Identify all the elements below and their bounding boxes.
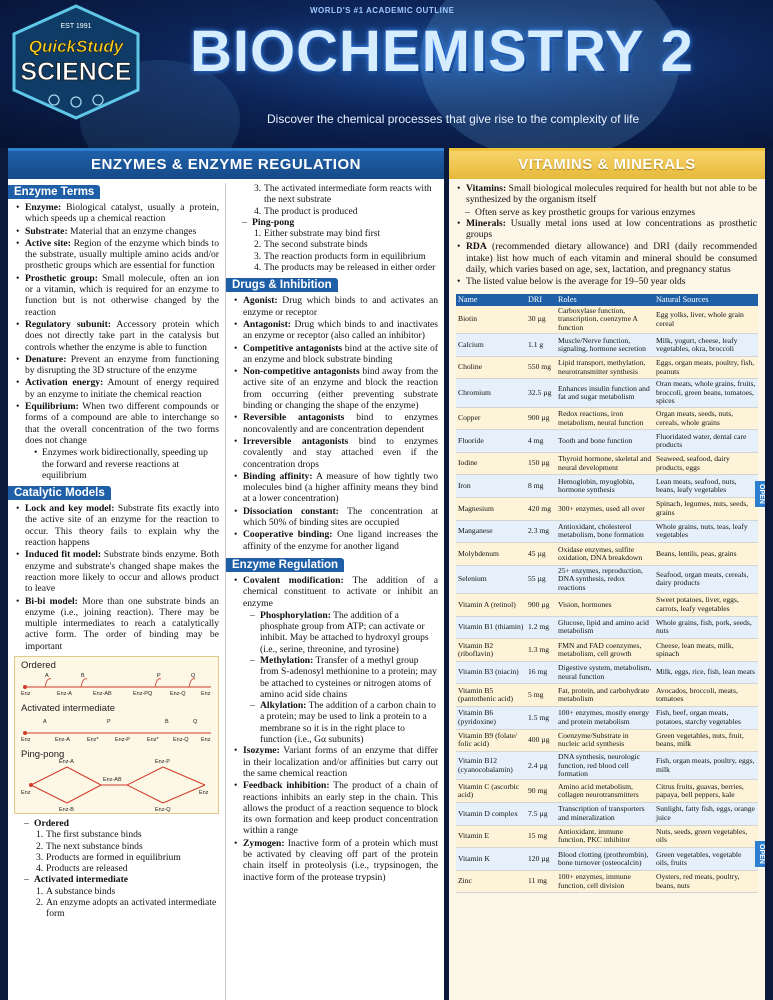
list-item: • Dissociation constant: The concentration at which 50% of binding sites are occupied: [234, 506, 438, 529]
svg-text:Enz: Enz: [21, 789, 31, 796]
pathway-steps-list: [16, 818, 219, 920]
list-item: • Enzyme: Biological catalyst, usually a protein, which speeds up a chemical reaction: [16, 202, 219, 225]
table-row: [456, 780, 758, 803]
list-item: • Non-competitive antagonists bind away from the active site of an enzyme and block the reaction from occurring (either preventing substrate binding or changing the shape of the enzyme): [234, 366, 438, 411]
list-item: • Lock and key model: Substrate fits exactly into the active site of an enzyme for the reaction to occur. This theory fails to explain why the reaction happens: [16, 503, 219, 548]
table-cell: 100+ enzymes, immune function, cell division: [556, 870, 654, 893]
table-row: [456, 825, 758, 848]
diagram-label-activated: Activated intermediate: [21, 702, 115, 714]
drugs-heading: Drugs & Inhibition: [226, 278, 338, 292]
table-row: [456, 452, 758, 475]
table-cell: Antioxidant, cholesterol metabolism, bone formation: [556, 520, 654, 543]
table-row: [456, 594, 758, 617]
table-cell: Transcription of transporters and mineralization: [556, 803, 654, 826]
badge-word: SCIENCE: [20, 58, 132, 86]
list-item: – Phosphorylation: The addition of a phosphate group from ATP; can activate or inhibit. May be attached to hydroxyl groups (i.e., serine, threonine, and tyrosine): [234, 610, 438, 655]
column-header: Name: [456, 294, 526, 306]
table-cell: Iron: [456, 475, 526, 498]
table-header-row: [456, 294, 758, 306]
column-header: Roles: [556, 294, 654, 306]
table-cell: Green vegetables, vegetable oils, fruits: [654, 848, 758, 871]
list-item: • Bi-bi model: More than one substrate binds an enzyme (i.e., joining reaction). There may be multiple intermediates to reach a catalytically active form. The order of binding may be important: [16, 596, 219, 652]
table-row: [456, 684, 758, 707]
bi-bi-diagram: [14, 656, 219, 814]
table-cell: Thyroid hormone, skeletal and neural development: [556, 452, 654, 475]
table-cell: Vitamin C (ascorbic acid): [456, 780, 526, 803]
table-row: [456, 661, 758, 684]
table-cell: Oxidase enzymes, sulfite oxidation, DNA breakdown: [556, 543, 654, 566]
table-cell: 1.5 mg: [526, 707, 556, 730]
list-item: • Substrate: Material that an enzyme changes: [16, 226, 219, 237]
left-column: [8, 183, 226, 1000]
table-cell: Vitamin B9 (folate/ folic acid): [456, 729, 526, 752]
list-item: • Isozyme: Variant forms of an enzyme that differ in their localization and/or affinities but carry out the same chemical reaction: [234, 745, 438, 779]
table-cell: Zinc: [456, 870, 526, 893]
svg-text:Enz*: Enz*: [87, 736, 99, 743]
regulation-list: [234, 575, 438, 883]
table-cell: Carboxylase function, transcription, coenzyme A function: [556, 306, 654, 334]
svg-text:Enz: Enz: [21, 690, 31, 697]
table-cell: Vitamin K: [456, 848, 526, 871]
table-row: [456, 616, 758, 639]
table-cell: 8 mg: [526, 475, 556, 498]
enzyme-terms-heading: Enzyme Terms: [8, 185, 100, 199]
table-cell: Antioxidant, immune function, PKC inhibitor: [556, 825, 654, 848]
vitamins-table: [456, 294, 758, 894]
table-cell: 300+ enzymes, used all over: [556, 498, 654, 521]
svg-text:Enz: Enz: [201, 736, 211, 743]
table-cell: 11 mg: [526, 870, 556, 893]
table-cell: 1.3 mg: [526, 639, 556, 662]
table-cell: Citrus fruits, guavas, berries, papaya, bell peppers, kale: [654, 780, 758, 803]
table-cell: Vision, hormones: [556, 594, 654, 617]
list-item: • RDA (recommended dietary allowance) and DRI (daily recommended intake) list how much of each vitamin and mineral should be consumed daily, which varies based on age, sex, lactation, and pregnancy status: [457, 241, 757, 275]
list-item: • Competitive antagonists bind at the active site of an enzyme and block substrate binding: [234, 343, 438, 366]
catalytic-models-heading: Catalytic Models: [8, 486, 111, 500]
svg-text:Enz: Enz: [201, 690, 211, 697]
table-cell: Blood clotting (prothrombin), bone turnover (osteocalcin): [556, 848, 654, 871]
svg-text:Q: Q: [193, 718, 198, 725]
table-cell: 5 mg: [526, 684, 556, 707]
right-column: [226, 183, 444, 1000]
table-cell: 55 µg: [526, 565, 556, 593]
table-cell: Egg yolks, liver, whole grain cereal: [654, 306, 758, 334]
table-cell: Vitamin B5 (pantothenic acid): [456, 684, 526, 707]
table-row: [456, 707, 758, 730]
list-item: 2. The second substrate binds: [234, 239, 438, 250]
list-item: • Binding affinity: A measure of how tightly two molecules bind (a higher affinity means they bind at a lower concentration): [234, 471, 438, 505]
table-cell: Whole grains, nuts, teas, leafy vegetables: [654, 520, 758, 543]
list-item: • Reversible antagonists bind to enzymes noncovalently and are concentration dependent: [234, 412, 438, 435]
svg-text:Enz-Q: Enz-Q: [155, 806, 171, 813]
table-cell: Choline: [456, 356, 526, 379]
column-header: DRI: [526, 294, 556, 306]
quickstudy-badge: [6, 4, 146, 120]
table-cell: 1.1 g: [526, 334, 556, 357]
svg-text:Enz*: Enz*: [147, 736, 159, 743]
column-header: Natural Sources: [654, 294, 758, 306]
list-item: • Agonist: Drug which binds to and activates an enzyme or receptor: [234, 295, 438, 318]
header-banner: [0, 0, 773, 148]
svg-text:Enz-Q: Enz-Q: [173, 736, 189, 743]
svg-text:Enz-AB: Enz-AB: [103, 776, 122, 783]
subtitle: Discover the chemical processes that give rise to the complexity of life: [267, 112, 640, 126]
table-cell: Spinach, legumes, nuts, seeds, grains: [654, 498, 758, 521]
table-cell: Glucose, lipid and amino acid metabolism: [556, 616, 654, 639]
table-row: [456, 870, 758, 893]
table-cell: Fluoride: [456, 430, 526, 453]
svg-text:Enz-P: Enz-P: [155, 758, 170, 765]
open-tab[interactable]: OPEN: [755, 841, 765, 867]
list-item: 4. The products may be released in either order: [234, 262, 438, 273]
table-cell: Cheese, lean meats, milk, spinach: [654, 639, 758, 662]
table-cell: 150 µg: [526, 452, 556, 475]
table-cell: 7.5 µg: [526, 803, 556, 826]
list-item: • Denature: Prevent an enzyme from functioning by disrupting the 3D structure of the enzyme: [16, 354, 219, 377]
table-cell: Whole grains, fish, pork, seeds, nuts: [654, 616, 758, 639]
table-row: [456, 430, 758, 453]
table-row: [456, 848, 758, 871]
svg-text:B: B: [165, 718, 169, 725]
table-cell: Vitamin B6 (pyridoxine): [456, 707, 526, 730]
badge-brand: QuickStudy: [28, 37, 124, 56]
table-row: [456, 565, 758, 593]
svg-text:Enz-B: Enz-B: [59, 806, 74, 813]
list-item: – Alkylation: The addition of a carbon chain to a protein; may be used to link a protein to a membrane so it is in the right place to function (i.e., Gα subunits): [234, 700, 438, 745]
table-body: [456, 306, 758, 893]
svg-text:Enz: Enz: [21, 736, 31, 743]
list-item: 1. The first substance binds: [16, 829, 219, 840]
drugs-list: [234, 295, 438, 552]
table-row: [456, 379, 758, 407]
table-row: [456, 752, 758, 780]
table-cell: Calcium: [456, 334, 526, 357]
list-item: • Irreversible antagonists bind to enzymes covalently and stay attached even if the concentration drops: [234, 436, 438, 470]
table-cell: Eggs, organ meats, poultry, fish, peanuts: [654, 356, 758, 379]
table-cell: Milk, eggs, rice, fish, lean meats: [654, 661, 758, 684]
pingpong-labels: [21, 759, 209, 813]
list-item: 2. The next substance binds: [16, 841, 219, 852]
table-cell: Magnesium: [456, 498, 526, 521]
table-cell: 4 mg: [526, 430, 556, 453]
ordered-pathway: [21, 673, 211, 697]
list-item: • Covalent modification: The addition of a chemical constituent to activate or inhibit an enzyme: [234, 575, 438, 609]
table-row: [456, 639, 758, 662]
table-cell: Green vegetables, nuts, fruit, beans, milk: [654, 729, 758, 752]
list-item: 1. A substance binds: [16, 886, 219, 897]
catalytic-models-list: [16, 503, 219, 652]
table-row: [456, 543, 758, 566]
diagram-label-ordered: Ordered: [21, 659, 56, 671]
list-item: • Regulatory subunit: Accessory protein which does not directly take part in the catalysis but controls whether the enzyme is able to function: [16, 319, 219, 353]
enzymes-heading: ENZYMES & ENZYME REGULATION: [8, 151, 444, 179]
table-cell: Vitamin E: [456, 825, 526, 848]
list-item: • Enzymes work bidirectionally, speeding up the forward and reverse reactions at equilibrium: [16, 447, 219, 481]
table-cell: Chromium: [456, 379, 526, 407]
table-cell: 30 µg: [526, 306, 556, 334]
svg-text:Enz-A: Enz-A: [55, 736, 70, 743]
list-item: 3. The reaction products form in equilibrium: [234, 251, 438, 262]
list-item: – Often serve as key prosthetic groups for various enzymes: [457, 207, 757, 218]
regulation-heading: Enzyme Regulation: [226, 558, 344, 572]
table-row: [456, 729, 758, 752]
table-cell: Seafood, organ meats, cereals, dairy products: [654, 565, 758, 593]
table-cell: 45 µg: [526, 543, 556, 566]
list-item: 2. An enzyme adopts an activated intermediate form: [16, 897, 219, 920]
table-cell: Tooth and bone function: [556, 430, 654, 453]
svg-text:Q: Q: [191, 672, 196, 679]
table-row: [456, 520, 758, 543]
table-cell: Amino acid metabolism, collagen neurotransmitters: [556, 780, 654, 803]
table-cell: Iodine: [456, 452, 526, 475]
table-cell: 900 µg: [526, 594, 556, 617]
pingpong-pathway: [31, 767, 205, 803]
table-row: [456, 475, 758, 498]
svg-text:Enz: Enz: [199, 789, 209, 796]
diagram-svg: [15, 657, 221, 815]
table-row: [456, 803, 758, 826]
table-cell: Beans, lentils, peas, grains: [654, 543, 758, 566]
activated-pathway: [21, 719, 211, 743]
table-cell: 420 mg: [526, 498, 556, 521]
list-item: • Antagonist: Drug which binds to and inactivates an enzyme or receptor (also called an inhibitor): [234, 319, 438, 342]
table-cell: Muscle/Nerve function, signaling, hormone secretion: [556, 334, 654, 357]
table-cell: Vitamin B1 (thiamin): [456, 616, 526, 639]
table-cell: DNA synthesis, neurologic function, red blood cell formation: [556, 752, 654, 780]
badge-est: EST 1991: [60, 23, 92, 30]
list-item: 3. Products are formed in equilibrium: [16, 852, 219, 863]
table-cell: 16 mg: [526, 661, 556, 684]
vitamins-intro: [449, 179, 765, 288]
table-cell: Lean meats, seafood, nuts, beans, leafy vegetables: [654, 475, 758, 498]
table-cell: Oran meats, whole grains, fruits, broccoli, green beans, tomatoes, spices: [654, 379, 758, 407]
table-cell: 550 mg: [526, 356, 556, 379]
table-cell: Digestive system, metabolism, neural function: [556, 661, 654, 684]
table-cell: 120 µg: [526, 848, 556, 871]
list-item: • Active site: Region of the enzyme which binds to the substrate, usually multiple amino acids and/or prosthetic groups which are essential for function: [16, 238, 219, 272]
table-row: [456, 407, 758, 430]
table-cell: Vitamin B3 (niacin): [456, 661, 526, 684]
list-item: 3. The activated intermediate form reacts with the next substrate: [234, 183, 438, 206]
table-row: [456, 334, 758, 357]
enzyme-terms-list: [16, 202, 219, 481]
table-cell: 900 µg: [526, 407, 556, 430]
table-cell: Milk, yogurt, cheese, leafy vegetables, okra, broccoli: [654, 334, 758, 357]
table-cell: Sweet potatoes, liver, eggs, carrots, leafy vegetables: [654, 594, 758, 617]
list-item: • Induced fit model: Substrate binds enzyme. Both enzyme and substrate's changed shape makes the reaction more likely to occur and allows product to leave: [16, 549, 219, 594]
table-cell: Vitamin B2 (riboflavin): [456, 639, 526, 662]
table-cell: 1.2 mg: [526, 616, 556, 639]
list-item: • The listed value below is the average for 19–50 year olds: [457, 276, 757, 287]
table-cell: Seaweed, seafood, dairy products, eggs: [654, 452, 758, 475]
table-cell: Sunlight, fatty fish, eggs, orange juice: [654, 803, 758, 826]
table-cell: Manganese: [456, 520, 526, 543]
svg-text:A: A: [45, 672, 49, 679]
list-item: – Activated intermediate: [16, 874, 219, 885]
svg-text:Enz-PQ: Enz-PQ: [133, 690, 153, 697]
list-item: • Prosthetic group: Small molecule, often an ion or a vitamin, which is required for an enzyme to function but is not otherwise changed by the reaction: [16, 273, 219, 318]
table-cell: Redox reactions, iron metabolism, neural function: [556, 407, 654, 430]
svg-text:A: A: [43, 718, 47, 725]
vitamins-heading: VITAMINS & MINERALS: [449, 151, 765, 179]
table-cell: Oysters, red meats, poultry, beans, nuts: [654, 870, 758, 893]
list-item: – Methylation: Transfer of a methyl group from S-adenosyl methionine to a protein; may be attached to cysteines or nitrogen atoms of amino acid side chains: [234, 655, 438, 700]
list-item: • Cooperative binding: One ligand increases the affinity of the enzyme for another ligand: [234, 529, 438, 552]
open-tab[interactable]: OPEN: [755, 481, 765, 507]
table-cell: Nuts, seeds, green vegetables, oils: [654, 825, 758, 848]
svg-text:B: B: [81, 672, 85, 679]
table-cell: Coenzyme/Substrate in nucleic acid synthesis: [556, 729, 654, 752]
list-item: • Minerals: Usually metal ions used at low concentrations as prosthetic groups: [457, 218, 757, 241]
pathway-steps-continued: [234, 183, 438, 273]
table-cell: Vitamin D complex: [456, 803, 526, 826]
svg-text:Enz-AB: Enz-AB: [93, 690, 112, 697]
table-cell: Fish, beef, organ meats, potatoes, starchy vegetables: [654, 707, 758, 730]
table-cell: 2.4 µg: [526, 752, 556, 780]
list-item: 4. The product is produced: [234, 206, 438, 217]
svg-text:P: P: [157, 672, 161, 679]
vitamins-panel: [449, 148, 765, 1000]
page-title: BIOCHEMISTRY 2: [190, 19, 694, 84]
list-item: • Feedback inhibition: The product of a chain of reactions inhibits an early step in the chain. This allows the product of a reaction sequence to block its own formation and keep product concentration within a range: [234, 780, 438, 836]
svg-text:Enz-Q: Enz-Q: [170, 690, 186, 697]
table-cell: 2.3 mg: [526, 520, 556, 543]
list-item: • Zymogen: Inactive form of a protein which must be activated by cleaving off part of the protein chain itself in proteolysis (i.e., trypsinogen, the inactive form of the protease trypsin): [234, 838, 438, 883]
table-cell: 25+ enzymes, reproduction, DNA synthesis, redox reactions: [556, 565, 654, 593]
table-cell: 90 mg: [526, 780, 556, 803]
svg-text:Enz-A: Enz-A: [59, 758, 74, 765]
table-cell: 15 mg: [526, 825, 556, 848]
list-item: – Ping-pong: [234, 217, 438, 228]
svg-text:Enz-P: Enz-P: [115, 736, 130, 743]
list-item: • Activation energy: Amount of energy required by an enzyme to initiate the chemical reaction: [16, 377, 219, 400]
table-row: [456, 498, 758, 521]
table-cell: Vitamin B12 (cyanocobalamin): [456, 752, 526, 780]
table-row: [456, 306, 758, 334]
table-cell: Fat, protein, and carbohydrate metabolism: [556, 684, 654, 707]
table-cell: FMN and FAD coenzymes, metabolism, cell growth: [556, 639, 654, 662]
enzymes-panel: [8, 148, 444, 1000]
list-item: • Vitamins: Small biological molecules required for health but not able to be synthesized by the organism itself: [457, 183, 757, 206]
table-cell: Copper: [456, 407, 526, 430]
list-item: • Equilibrium: When two different compounds or forms of a compound are able to interchange so that the overall concentration of the two forms does not change: [16, 401, 219, 446]
table-cell: Enhances insulin function and fat and sugar metabolism: [556, 379, 654, 407]
svg-text:P: P: [107, 718, 111, 725]
diagram-label-pingpong: Ping-pong: [21, 748, 65, 760]
table-cell: Organ meats, seeds, nuts, cereals, whole grains: [654, 407, 758, 430]
table-cell: Fluoridated water, dental care products: [654, 430, 758, 453]
table-cell: 32.5 µg: [526, 379, 556, 407]
svg-text:Enz-A: Enz-A: [57, 690, 72, 697]
table-cell: Lipid transport, methylation, neurotransmitter synthesis: [556, 356, 654, 379]
list-item: – Ordered: [16, 818, 219, 829]
table-cell: Fish, organ meats, poultry, eggs, milk: [654, 752, 758, 780]
tagline: WORLD'S #1 ACADEMIC OUTLINE: [310, 6, 455, 15]
table-cell: Vitamin A (retinol): [456, 594, 526, 617]
list-item: 4. Products are released: [16, 863, 219, 874]
list-item: 1. Either substrate may bind first: [234, 228, 438, 239]
table-cell: Hemoglobin, myoglobin, hormone synthesis: [556, 475, 654, 498]
table-row: [456, 356, 758, 379]
table-cell: Biotin: [456, 306, 526, 334]
table-cell: Molybdenum: [456, 543, 526, 566]
table-cell: 100+ enzymes, mostly energy and protein metabolism: [556, 707, 654, 730]
table-cell: 400 µg: [526, 729, 556, 752]
table-cell: Avocados, broccoli, meats, tomatoes: [654, 684, 758, 707]
table-cell: Selenium: [456, 565, 526, 593]
